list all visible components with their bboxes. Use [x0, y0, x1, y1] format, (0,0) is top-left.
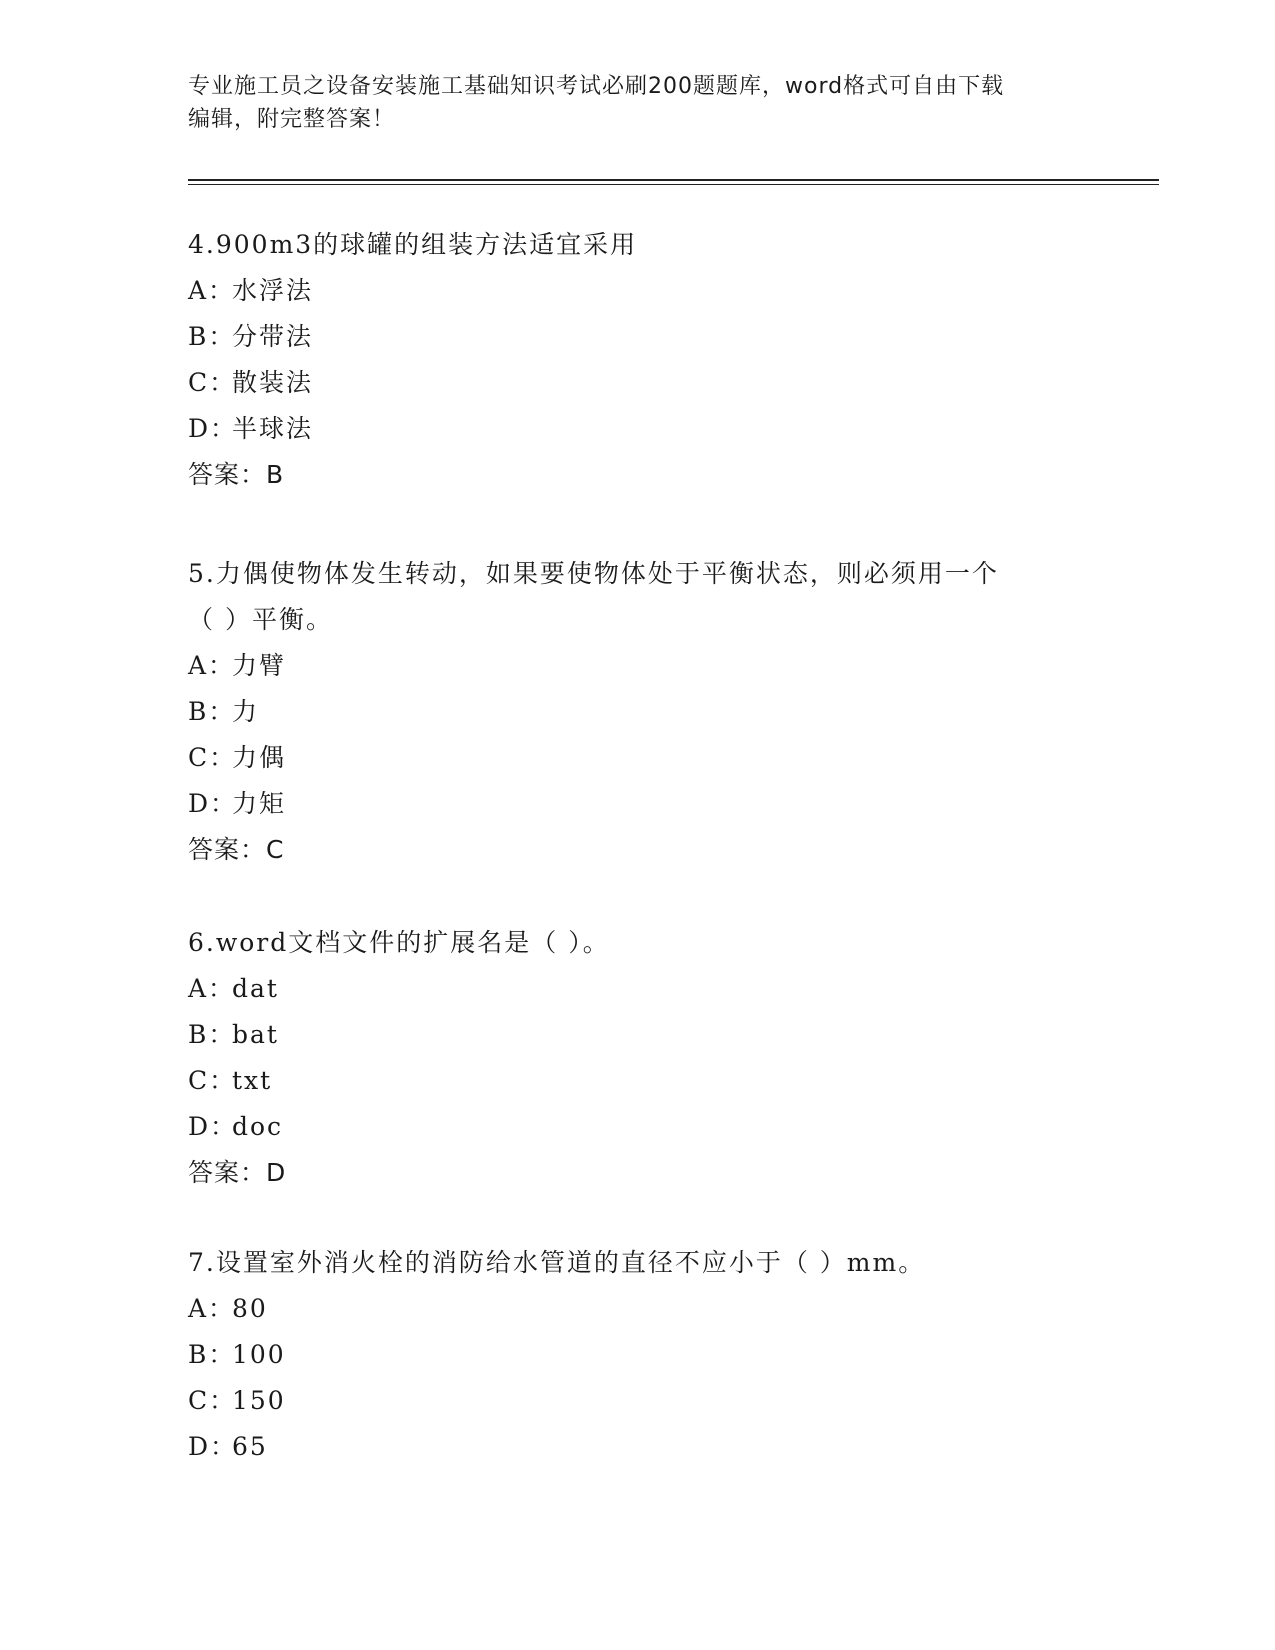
- option-text: 水浮法: [232, 276, 314, 305]
- option-d: [188, 781, 1088, 827]
- option-text: 散装法: [232, 368, 314, 397]
- option-d: [188, 1104, 1088, 1150]
- option-b: [188, 689, 1088, 735]
- option-b: [188, 1012, 1088, 1058]
- answer-line: 答案：C: [188, 835, 285, 864]
- header-divider: [188, 179, 1159, 181]
- option-key: B：: [188, 1020, 236, 1049]
- option-key: A：: [188, 974, 236, 1003]
- option-c: [188, 735, 1088, 781]
- option-text: 150: [232, 1386, 286, 1415]
- option-d: [188, 1424, 1088, 1470]
- option-key: D：: [188, 789, 238, 818]
- option-key: D：: [188, 1112, 238, 1141]
- answer-line: 答案：B: [188, 460, 285, 489]
- option-key: A：: [188, 1294, 236, 1323]
- header-title-line-2: 编辑，附完整答案！: [188, 107, 396, 132]
- option-text: 力偶: [232, 743, 287, 772]
- option-key: D：: [188, 1432, 238, 1461]
- option-b: [188, 1332, 1088, 1378]
- option-a: [188, 643, 1088, 689]
- header-title-line-1: 专业施工员之设备安装施工基础知识考试必刷200题题库，word格式可自由下载: [188, 74, 1005, 99]
- option-a: [188, 1286, 1088, 1332]
- option-c: [188, 360, 1088, 406]
- question-block: [188, 222, 1088, 498]
- question-text: 7.设置室外消火栓的消防给水管道的直径不应小于（ ）mm。: [188, 1248, 926, 1277]
- option-text: bat: [232, 1020, 279, 1049]
- option-text: 分带法: [232, 322, 314, 351]
- option-text: 力臂: [232, 651, 287, 680]
- option-text: txt: [232, 1066, 273, 1095]
- option-key: B：: [188, 322, 236, 351]
- question-block: [188, 920, 1088, 1196]
- option-key: C：: [188, 368, 237, 397]
- option-text: 80: [232, 1294, 268, 1323]
- option-key: D：: [188, 414, 238, 443]
- option-key: C：: [188, 1066, 237, 1095]
- option-c: [188, 1378, 1088, 1424]
- question-text: 5.力偶使物体发生转动，如果要使物体处于平衡状态，则必须用一个: [188, 559, 999, 588]
- header-divider-thin: [188, 184, 1159, 185]
- option-key: A：: [188, 651, 236, 680]
- option-key: B：: [188, 1340, 236, 1369]
- option-key: A：: [188, 276, 236, 305]
- option-a: [188, 268, 1088, 314]
- option-text: 65: [232, 1432, 268, 1461]
- question-text-continued: （ ）平衡。: [188, 605, 333, 634]
- option-key: B：: [188, 697, 236, 726]
- option-text: 半球法: [232, 414, 314, 443]
- option-d: [188, 406, 1088, 452]
- option-key: C：: [188, 743, 237, 772]
- option-text: doc: [232, 1112, 284, 1141]
- option-b: [188, 314, 1088, 360]
- question-block: [188, 1240, 1088, 1470]
- question-text: 6.word文档文件的扩展名是（ ）。: [188, 928, 610, 957]
- answer-line: 答案：D: [188, 1158, 287, 1187]
- option-text: 力: [232, 697, 260, 726]
- option-c: [188, 1058, 1088, 1104]
- document-header: [188, 70, 1088, 136]
- option-text: 100: [232, 1340, 286, 1369]
- option-text: dat: [232, 974, 279, 1003]
- option-a: [188, 966, 1088, 1012]
- question-block: [188, 551, 1088, 873]
- question-text: 4.900m3的球罐的组装方法适宜采用: [188, 230, 638, 259]
- option-key: C：: [188, 1386, 237, 1415]
- option-text: 力矩: [232, 789, 287, 818]
